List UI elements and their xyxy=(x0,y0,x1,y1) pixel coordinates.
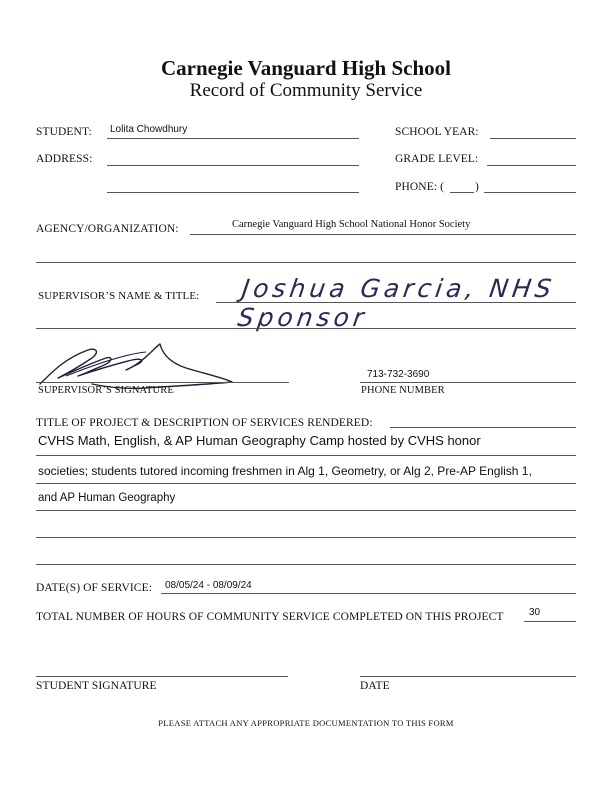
school-year-label: SCHOOL YEAR: xyxy=(395,126,479,138)
student-name-field[interactable]: Lolita Chowdhury xyxy=(110,124,188,135)
agency-line xyxy=(190,234,576,235)
student-signature-line[interactable] xyxy=(36,676,288,677)
project-rule-4 xyxy=(36,537,576,538)
agency-label: AGENCY/ORGANIZATION: xyxy=(36,223,179,235)
project-line-2[interactable]: societies; students tutored incoming freshmen in Alg 1, Geometry, or Alg 2, Pre-AP English 1, xyxy=(38,464,532,478)
project-label: TITLE OF PROJECT & DESCRIPTION OF SERVICES RENDERED: xyxy=(36,417,373,429)
address-label: ADDRESS: xyxy=(36,153,93,165)
supervisor-name-line-2 xyxy=(36,328,576,329)
student-label: STUDENT: xyxy=(36,126,92,138)
supervisor-signature-label: SUPERVISOR’S SIGNATURE xyxy=(38,385,174,396)
supervisor-phone-field[interactable]: 713-732-3690 xyxy=(367,369,430,380)
project-line-3[interactable]: and AP Human Geography xyxy=(38,492,176,504)
phone-area-line xyxy=(450,192,474,193)
hours-label: TOTAL NUMBER OF HOURS OF COMMUNITY SERVICE COMPLETED ON THIS PROJECT xyxy=(36,611,504,623)
student-line xyxy=(107,138,359,139)
project-rule-3 xyxy=(36,510,576,511)
supervisor-name-label: SUPERVISOR’S NAME & TITLE: xyxy=(38,290,200,302)
phone-line xyxy=(484,192,576,193)
project-rule-2 xyxy=(36,483,576,484)
phone-close-paren: ) xyxy=(475,181,479,193)
grade-level-line xyxy=(487,165,576,166)
agency-line-2 xyxy=(36,262,576,263)
school-name: Carnegie Vanguard High School xyxy=(161,56,451,80)
form-title: Record of Community Service xyxy=(189,80,423,101)
student-signature-label: STUDENT SIGNATURE xyxy=(36,680,157,692)
supervisor-phone-line xyxy=(360,382,576,383)
hours-field[interactable]: 30 xyxy=(529,607,541,618)
project-title-line xyxy=(390,427,576,428)
dates-field[interactable]: 08/05/24 - 08/09/24 xyxy=(165,580,252,591)
date-label: DATE xyxy=(360,680,390,692)
project-rule-1 xyxy=(36,455,576,456)
project-rule-5 xyxy=(36,564,576,565)
phone-label: PHONE: ( xyxy=(395,181,445,193)
dates-label: DATE(S) OF SERVICE: xyxy=(36,582,152,594)
grade-level-label: GRADE LEVEL: xyxy=(395,153,479,165)
supervisor-name-handwritten[interactable]: Joshua Garcia, NHS Sponsor xyxy=(235,274,557,332)
dates-line xyxy=(161,593,576,594)
footer-note: PLEASE ATTACH ANY APPROPRIATE DOCUMENTATION TO THIS FORM xyxy=(158,718,454,728)
address-line-1 xyxy=(107,165,359,166)
address-line-2 xyxy=(107,192,359,193)
supervisor-signature-line xyxy=(36,382,289,383)
hours-line xyxy=(524,621,576,622)
school-year-line xyxy=(490,138,576,139)
date-line[interactable] xyxy=(360,676,576,677)
project-line-1[interactable]: CVHS Math, English, & AP Human Geography Camp hosted by CVHS honor xyxy=(38,433,481,448)
supervisor-phone-label: PHONE NUMBER xyxy=(361,385,445,396)
agency-field[interactable]: Carnegie Vanguard High School National Honor Society xyxy=(232,219,471,230)
